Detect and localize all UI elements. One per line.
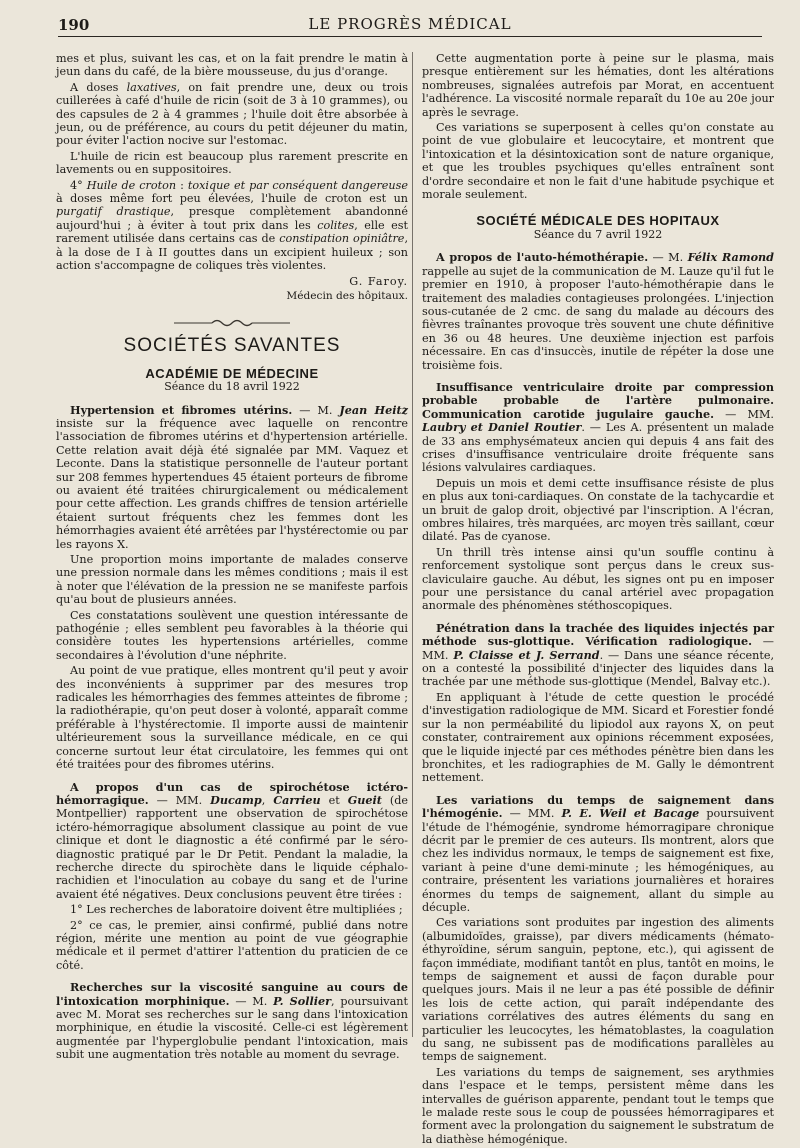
author-title: Médecin des hôpitaux.: [286, 289, 408, 302]
column-divider: [412, 52, 413, 1037]
paragraph: 2° ce cas, le premier, ainsi confirmé, publié dans notre région, mérite une mention au point de vue géographie médicale et il permet d'attirer l'attention du praticien de ce côté.: [56, 918, 408, 972]
page-number: 190: [58, 16, 90, 34]
paragraph: Au point de vue pratique, elles montrent qu'il peut y avoir des inconvénients à supprimer par des mesures trop radicales les hémorrhagies des femmes atteintes de fibrome ; la radiothérapie, qu'on peut doser à volonté, apparaît comme préférable à l'hystérectomie. Il importe aussi de maintenir ultérieurement sous la surveillance médicale, en ce qui concerne surtout leur état circulatoire, les femmes qui ont été traitées pour des fibromes utérins.: [56, 664, 408, 772]
article-paragraph: Pénétration dans la trachée des liquides injectés par méthode sus-glottique. Vérification radiologique. — MM. P. Claisse et J. Serrand. — Dans une séance récente, on a contesté la possibilité d'injecter des liquides dans la trachée par une méthode sus-glottique (Mendel, Balvay etc.).: [422, 620, 775, 689]
article-paragraph: A propos de l'auto-hémothérapie. — M. Félix Ramond rappelle au sujet de la communication de M. Lauze qu'il fut le premier en 1910, à proposer l'auto-hémothérapie dans le traitement des maladies contagieuses prolongées. L'injection sous-cutanée de 2 cmc. de sang du malade au décours des fièvres traînantes provoque très souvent une chute définitive en 36 ou 48 heures. Une deuxième injection est parfois nécessaire. En cas d'insuccès, inutile de répéter la dose une troisième fois.: [422, 250, 774, 372]
journal-title: LE PROGRÈS MÉDICAL: [308, 15, 512, 33]
article-paragraph: Recherches sur la viscosité sanguine au cours de l'intoxication morphinique. — M. P. Sollier, poursuivant avec M. Morat ses recherches sur le sang dans l'intoxication morphinique, en étudie la viscosité. Celle-ci est légèrement augmentée par l'hyperglobulie pendant l'intoxication, mais subit une augmentation très notable au moment du sevrage.: [56, 980, 409, 1062]
paragraph: En appliquant à l'étude de cette question le procédé d'investigation radiologique de MM. Sicard et Forestier fondé sur la non perméabilité du lipiodol aux rayons X, on peut constater, contrairement aux opinions récemment exposées, que le liquide injecté par ces méthodes pénètre bien dans les bronchites, et les radiographies de M. Gally le démontrent nettement.: [422, 690, 774, 785]
paragraph: Une proportion moins importante de malades conserve une pression normale dans les mêmes conditions ; mais il est à noter que l'élévation de la pression ne se manifeste parfois qu'au bout de plusieurs années.: [56, 553, 408, 607]
paragraph: Ces variations se superposent à celles qu'on constate au point de vue globulaire et leucocytaire, et montrent que l'intoxication et la désintoxication sont de nature organique, et que les troubles psychiques qu'elles entraînent sont d'ordre secondaire et non le fait d'une habitude psychique et morale seulement.: [422, 121, 774, 202]
ornament-divider: [56, 317, 408, 331]
article-paragraph: Les variations du temps de saignement dans l'hémogénie. — MM. P. E. Weil et Bacage poursuivent l'étude de l'hémogénie, syndrome hémorragipare chronique décrit par le premier de ces auteurs. Ils montrent, alors que chez les individus normaux, le temps de saignement est fixe, variant à peine d'une demi-minute ; les hémogéniques, au contraire, présentent les variations journalières et horaires énormes du temps de saignement, allant du simple au décuple.: [422, 792, 774, 914]
page-header: [58, 14, 762, 37]
paragraph: Depuis un mois et demi cette insuffisance résiste de plus en plus aux toni-cardiaques. On constate de la tachycardie et un bruit de galop droit, objectivé par l'inscription. A l'écran, ombres hilaires, très marquées, arc moyen très saillant, cœur dilaté. Pas de cyanose.: [422, 476, 774, 544]
session-date: Séance du 7 avril 1922: [533, 227, 663, 241]
author-signature: G. Faroy.: [349, 274, 408, 288]
right-column: [422, 52, 774, 1148]
paragraph: Cette augmentation porte à peine sur le plasma, mais presque entièrement sur les hématies, dont les altérations nombreuses, signalées autrefois par Morat, en accentuent l'adhérence. La viscosité normale reparaît du 10e au 20e jour après le sevrage.: [422, 52, 774, 119]
section-title: SOCIÉTÉS SAVANTES: [123, 335, 341, 357]
paragraph: Ces variations sont produites par ingestion des aliments (albumidoïdes, graisse), par divers médicaments (hémato-éthyroïdine, sérum sanguin, peptone, etc.), qui agissent de façon immédiate, modifiant tantôt en plus, tantôt en moins, le temps de saignement et aussi de façon durable pour quelques jours. Mais il ne leur a pas été possible de définir les lois de cette action, qui paraît indépendante des variations corrélatives des autres éléments du sang en particulier les leucocytes, les hématoblastes, la coagulation du sang, ne subissent pas de modifications parallèles au temps de saignement.: [422, 916, 774, 1064]
paragraph: A doses laxatives, on fait prendre une, deux ou trois cuillerées à café d'huile de ricin (soit de 3 à 10 grammes), ou des capsules de 2 à 4 grammes ; l'huile doit être absorbée à jeun, ou de préférence, au cours du petit déjeuner du matin, pour éviter l'action nocive sur l'estomac.: [56, 80, 408, 148]
paragraph: 4° Huile de croton : toxique et par conséquent dangereuse à doses même fort peu élevées, l'huile de croton est un purgatif drastique, presque complètement abandonné aujourd'hui ; à éviter à tout prix dans les colites, elle est rarement utilisée dans certains cas de constipation opiniâtre, à la dose de I à II gouttes dans un excipient huileux ; son action s'accompagne de coliques très violentes.: [56, 178, 408, 273]
paragraph: Les variations du temps de saignement, ses arythmies dans l'espace et le temps, persistent même dans les intervalles de guérison apparente, pendant tout le temps que le malade reste sous le coup de poussées hémorragipares et forment avec la prolongation du saignement le substratum de la diathèse hémogénique.: [422, 1065, 774, 1146]
left-column: [56, 52, 408, 1064]
society-heading: ACADÉMIE DE MÉDECINE: [145, 365, 319, 381]
article-paragraph: Hypertension et fibromes utérins. — M. Jean Heitz insiste sur la fréquence avec laquelle on rencontre l'association de fibromes utérins et d'hypertension artérielle. Cette relation avait déjà été signalée par MM. Vaquez et Leconte. Dans la statistique personnelle de l'auteur portant sur 208 femmes hypertendues 45 étaient porteurs de fibrome ou avaient été traitées chirurgicalement ou médicalement pour cette affection. Les grands chiffres de tension artérielle étaient surtout fréquents chez les femmes dont les hémorrhagies avaient été arrêtées par l'hystérectomie ou par les rayons X.: [56, 402, 408, 551]
paragraph: mes et plus, suivant les cas, et on la fait prendre le matin à jeun dans du café, de la bière mousseuse, du jus d'orange.: [56, 52, 408, 79]
article-paragraph: Insuffisance ventriculaire droite par compression probable probable de l'artère pulmonaire. Communication carotide jugulaire gauche. — MM. Laubry et Daniel Routier. — Les A. présentent un malade de 33 ans emphysémateux ancien qui depuis 4 ans fait des crises d'insuffisance ventriculaire droite fréquente sans lésions valvulaires cardiaques.: [422, 379, 774, 475]
paragraph: 1° Les recherches de laboratoire doivent être multipliées ;: [70, 903, 403, 917]
society-heading: SOCIÉTÉ MÉDICALE DES HOPITAUX: [476, 213, 720, 229]
article-paragraph: A propos d'un cas de spirochétose ictéro-hémorragique. — MM. Ducamp, Carrieu et Gueit (de Montpellier) rapportent une observation de spirochétose ictéro-hémorragique absolument classique au point de vue clinique et dont le diagnostic a été confirmé par le séro-diagnostic pratiqué par le Dr Petit. Pendant la maladie, la recherche directe du spirochète dans le liquide céphalo-rachidien et l'inoculation au cobaye du sang et de l'urine avaient été négatives. Deux conclusions peuvent être tirées :: [56, 779, 409, 901]
session-date: Séance du 18 avril 1922: [164, 380, 300, 394]
paragraph: Un thrill très intense ainsi qu'un souffle continu à renforcement systolique sont perçus dans le creux sus-claviculaire gauche. Au début, les signes ont pu en imposer pour une persistance du canal artériel avec propagation anormale des phénomènes stéthoscopiques.: [422, 545, 774, 613]
paragraph: L'huile de ricin est beaucoup plus rarement prescrite en lavements ou en suppositoires.: [56, 149, 408, 177]
paragraph: Ces constatations soulèvent une question intéressante de pathogénie ; elles semblent peu favorables à la théorie qui considère toutes les hypertensions artérielles, comme secondaires à l'évolution d'une néphrite.: [56, 608, 408, 662]
